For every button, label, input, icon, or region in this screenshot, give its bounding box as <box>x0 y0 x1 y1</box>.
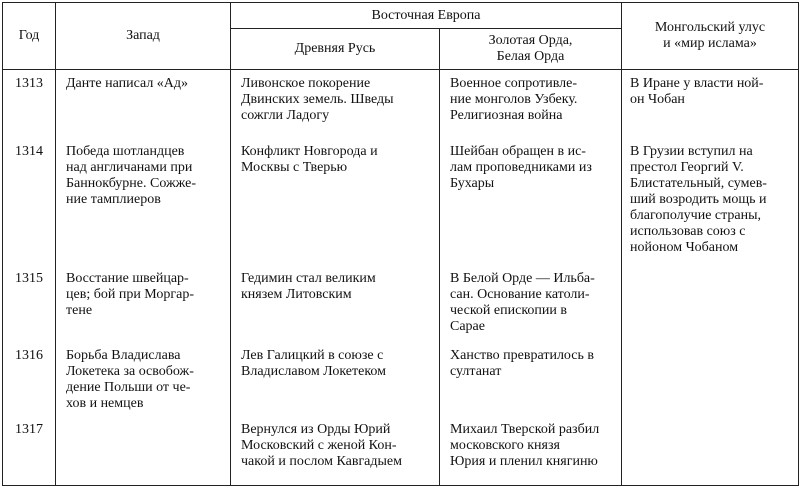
header-mongol-ulus <box>622 3 799 70</box>
ulus-cell <box>622 138 799 265</box>
year-cell: 1316 <box>3 342 56 416</box>
west-cell <box>56 70 231 139</box>
horde-cell <box>440 138 622 265</box>
table-row <box>3 416 799 486</box>
year-cell: 1315 <box>3 265 56 342</box>
table-row <box>3 265 799 342</box>
rus-cell <box>231 342 440 416</box>
table-row <box>3 138 799 265</box>
ulus-text: В Грузии вступил на престол Георгий V. Блистательный, сумев- ший возродить мощь и благополучие страны, использовав союз с нойоном Чобаном <box>630 144 767 255</box>
horde-cell <box>440 70 622 139</box>
horde-cell <box>440 342 622 416</box>
rus-cell <box>231 138 440 265</box>
ulus-cell <box>622 265 799 342</box>
west-cell <box>56 265 231 342</box>
rus-text: Лев Галицкий в союзе с Владиславом Локетеком <box>241 348 387 379</box>
header-golden-horde <box>440 29 622 70</box>
table-row <box>3 70 799 139</box>
west-text: Данте написал «Ад» <box>66 76 189 91</box>
west-text: Победа шотландцев над англичанами при Баннокбурне. Сожже- ние тамплиеров <box>66 144 197 207</box>
west-text: Борьба Владислава Локетека за освобож- дение Польши от че- хов и немцев <box>66 348 194 411</box>
year-cell: 1313 <box>3 70 56 139</box>
header-west: Запад <box>56 3 231 70</box>
rus-text: Гедимин стал великим князем Литовским <box>241 271 376 302</box>
rus-text: Ливонское покорение Двинских земель. Шведы сожгли Ладогу <box>241 76 394 123</box>
ulus-cell <box>622 70 799 139</box>
ulus-cell <box>622 342 799 416</box>
rus-cell <box>231 265 440 342</box>
west-text: Восстание швейцар- цев; бой при Моргар- тене <box>66 271 195 318</box>
horde-text: В Белой Орде — Ильба- сан. Основание католи- ческой епископии в Сарае <box>450 271 595 334</box>
header-ancient-rus: Древняя Русь <box>231 29 440 70</box>
horde-text: Военное сопротивле- ние монголов Узбеку. Религиозная война <box>450 76 578 123</box>
header-year: Год <box>3 3 56 70</box>
horde-cell <box>440 265 622 342</box>
horde-text: Шейбан обращен в ис- лам проповедниками из Бухары <box>450 144 592 191</box>
horde-cell <box>440 416 622 486</box>
header-mongol-ulus-text: Монгольский улус и «мир ислама» <box>654 20 766 51</box>
ulus-cell <box>622 416 799 486</box>
header-golden-horde-text: Золотая Орда, Белая Орда <box>488 33 573 64</box>
rus-cell <box>231 70 440 139</box>
table-body <box>3 70 799 486</box>
year-cell: 1314 <box>3 138 56 265</box>
table-row <box>3 342 799 416</box>
rus-cell <box>231 416 440 486</box>
year-cell: 1317 <box>3 416 56 486</box>
rus-text: Вернулся из Орды Юрий Московский с женой Кон- чакой и послом Кавгадыем <box>241 422 402 469</box>
west-cell <box>56 416 231 486</box>
header-eastern-europe: Восточная Европа <box>231 3 622 29</box>
ulus-text: В Иране у власти ной- он Чобан <box>630 76 764 107</box>
horde-text: Ханство превратилось в султанат <box>450 348 594 379</box>
chronology-table <box>2 2 799 486</box>
table-header <box>3 3 799 70</box>
rus-text: Конфликт Новгорода и Москвы с Тверью <box>241 144 378 175</box>
west-cell <box>56 138 231 265</box>
west-cell <box>56 342 231 416</box>
horde-text: Михаил Тверской разбил московского князя Юрия и пленил княгиню <box>450 422 600 469</box>
